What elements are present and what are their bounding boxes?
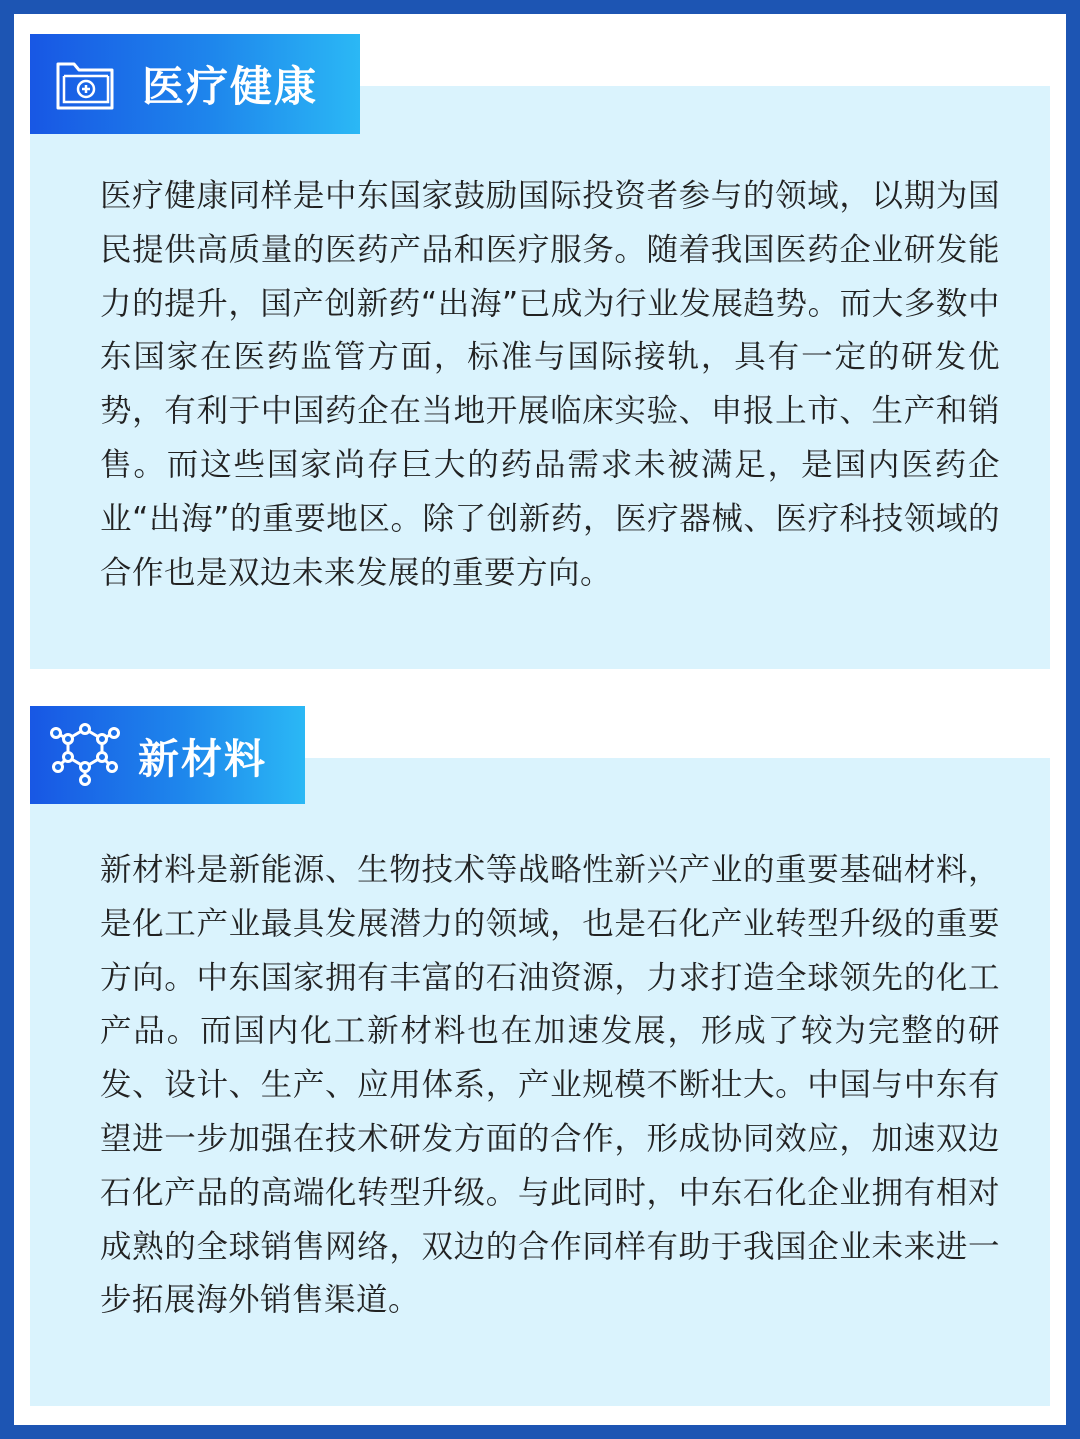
section-header-new-materials — [30, 706, 305, 804]
molecule-icon — [50, 723, 120, 787]
section-title: 新材料 — [138, 734, 267, 783]
section-title: 医疗健康 — [142, 62, 319, 111]
section-body: 新材料是新能源、生物技术等战略性新兴产业的重要基础材料，是化工产业最具发展潜力的领域，也是石化产业转型升级的重要方向。中东国家拥有丰富的石油资源，力求打造全球领先的化工产品。而国内化工新材料也在加速发展，形成了较为完整的研发、设计、生产、应用体系，产业规模不断壮大。中国与中东有望进一步加强在技术研发方面的合作，形成协同效应，加速双边石化产品的高端化转型升级。与此同时，中东石化企业拥有相对成熟的全球销售网络，双边的合作同样有助于我国企业未来进一步拓展海外销售渠道。 — [100, 852, 1000, 1319]
page — [14, 14, 1066, 1425]
medical-folder-icon — [50, 52, 120, 116]
section-header-medical — [30, 34, 360, 134]
section-body: 医疗健康同样是中东国家鼓励国际投资者参与的领域，以期为国民提供高质量的医药产品和医疗服务。随着我国医药企业研发能力的提升，国产创新药“出海”已成为行业发展趋势。而大多数中东国家在医药监管方面，标准与国际接轨，具有一定的研发优势，有利于中国药企在当地开展临床实验、申报上市、生产和销售。而这些国家尚存巨大的药品需求未被满足，是国内医药企业“出海”的重要地区。除了创新药，医疗器械、医疗科技领域的合作也是双边未来发展的重要方向。 — [100, 178, 1000, 591]
